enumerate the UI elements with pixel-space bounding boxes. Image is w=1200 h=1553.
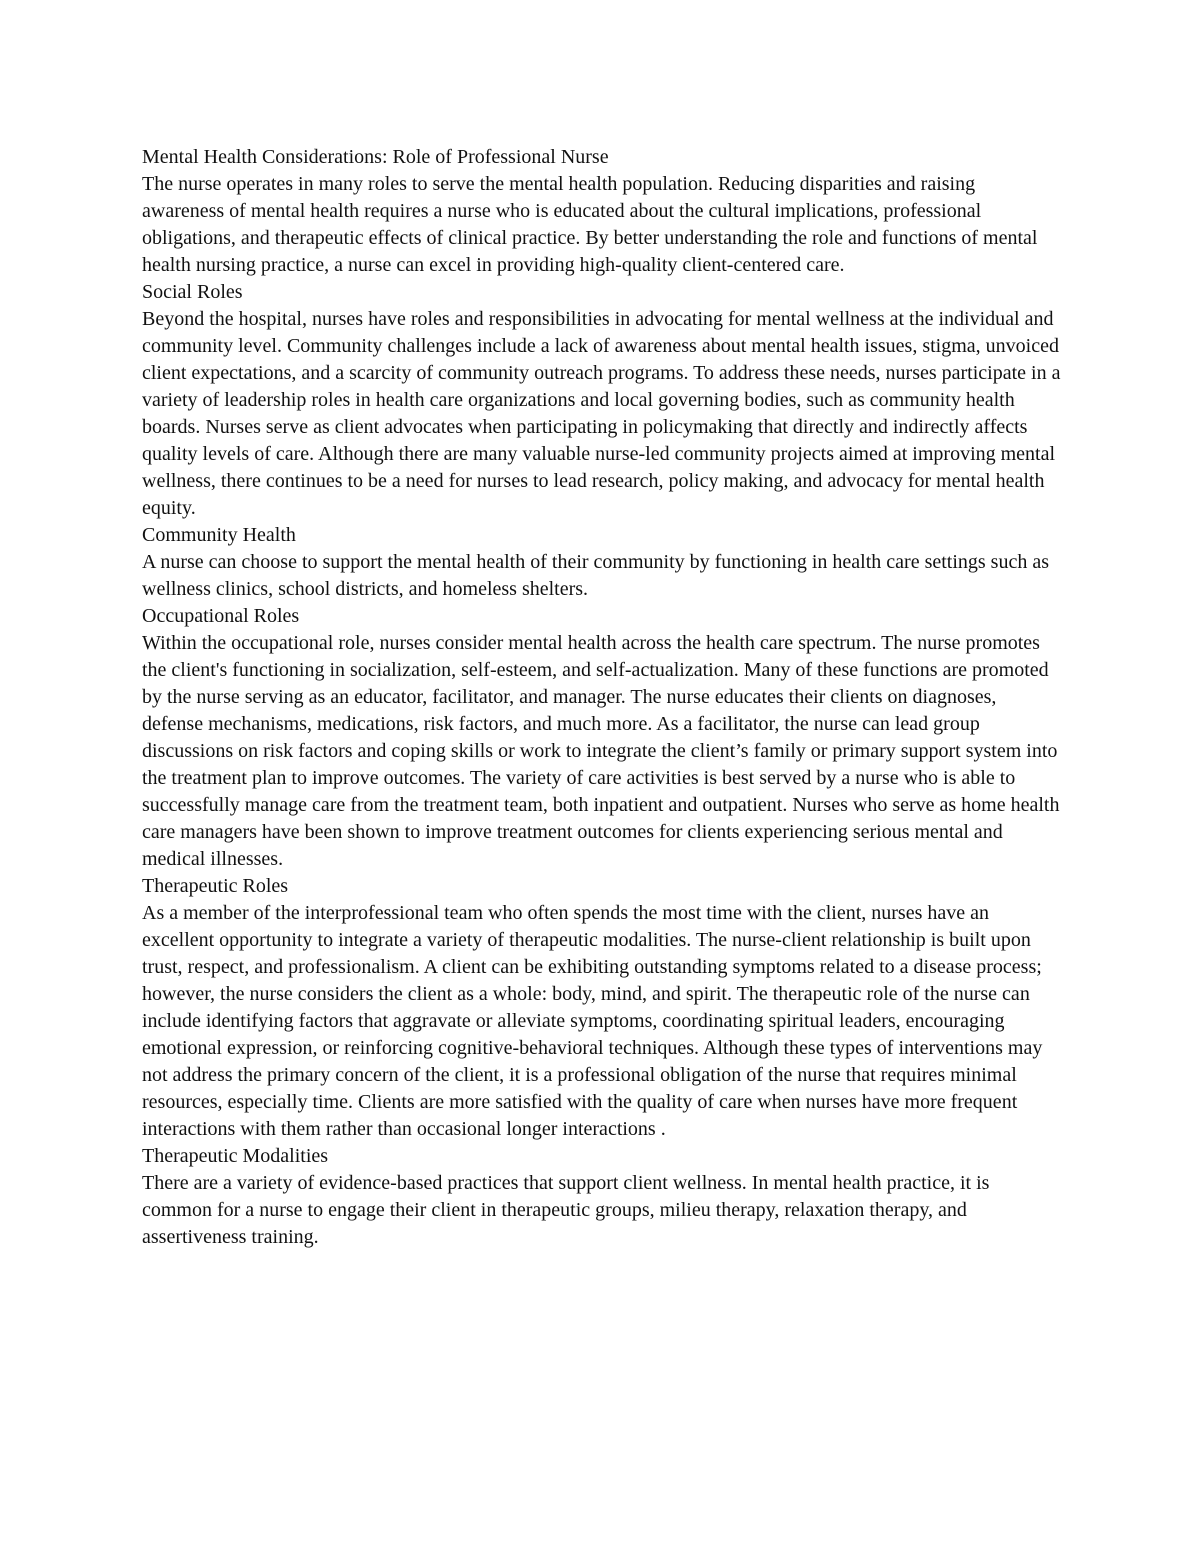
section-heading-therapeutic-modalities: Therapeutic Modalities bbox=[142, 1145, 329, 1167]
section-heading-therapeutic-roles: Therapeutic Roles bbox=[142, 875, 289, 897]
intro-paragraph: The nurse operates in many roles to serve the mental health population. Reducing disparities and raising awareness of mental health requires a nurse who is educated about the cultural implications, professional obligations, and therapeutic effects of clinical practice. By better understanding the role and functions of mental health nursing practice, a nurse can excel in providing high-quality client-centered care. bbox=[142, 173, 1038, 276]
section-heading-community-health: Community Health bbox=[142, 524, 296, 546]
section-body-occupational-roles: Within the occupational role, nurses consider mental health across the health care spectrum. The nurse promotes the client's functioning in socialization, self-esteem, and self-actualization. Many of these functions are promoted by the nurse serving as an educator, facilitator, and manager. The nurse educates their clients on diagnoses, defense mechanisms, medications, risk factors, and much more. As a facilitator, the nurse can lead group discussions on risk factors and coping skills or work to integrate the client’s family or primary support system into the treatment plan to improve outcomes. The variety of care activities is best served by a nurse who is able to successfully manage care from the treatment team, both inpatient and outpatient. Nurses who serve as home health care managers have been shown to improve treatment outcomes for clients experiencing serious mental and medical illnesses. bbox=[142, 632, 1060, 870]
section-body-community-health: A nurse can choose to support the mental health of their community by functioning in health care settings such as wellness clinics, school districts, and homeless shelters. bbox=[142, 551, 1050, 600]
section-body-social-roles: Beyond the hospital, nurses have roles and responsibilities in advocating for mental wellness at the individual and community level. Community challenges include a lack of awareness about mental health issues, stigma, unvoiced client expectations, and a scarcity of community outreach programs. To address these needs, nurses participate in a variety of leadership roles in health care organizations and local governing bodies, such as community health boards. Nurses serve as client advocates when participating in policymaking that directly and indirectly affects quality levels of care. Although there are many valuable nurse-led community projects aimed at improving mental wellness, there continues to be a need for nurses to lead research, policy making, and advocacy for mental health equity. bbox=[142, 308, 1061, 519]
section-body-therapeutic-roles: As a member of the interprofessional team who often spends the most time with the client, nurses have an excellent opportunity to integrate a variety of therapeutic modalities. The nurse-client relationship is built upon trust, respect, and professionalism. A client can be exhibiting outstanding symptoms related to a disease process; however, the nurse considers the client as a whole: body, mind, and spirit. The therapeutic role of the nurse can include identifying factors that aggravate or alleviate symptoms, coordinating spiritual leaders, encouraging emotional expression, or reinforcing cognitive-behavioral techniques. Although these types of interventions may not address the primary concern of the client, it is a professional obligation of the nurse that requires minimal resources, especially time. Clients are more satisfied with the quality of care when nurses have more frequent interactions with them rather than occasional longer interactions . bbox=[142, 902, 1043, 1140]
document-title: Mental Health Considerations: Role of Professional Nurse bbox=[142, 146, 609, 168]
section-heading-occupational-roles: Occupational Roles bbox=[142, 605, 300, 627]
document-page bbox=[142, 144, 1062, 1251]
section-body-therapeutic-modalities: There are a variety of evidence-based practices that support client wellness. In mental health practice, it is common for a nurse to engage their client in therapeutic groups, milieu therapy, relaxation therapy, and assertiveness training. bbox=[142, 1172, 990, 1248]
section-heading-social-roles: Social Roles bbox=[142, 281, 243, 303]
